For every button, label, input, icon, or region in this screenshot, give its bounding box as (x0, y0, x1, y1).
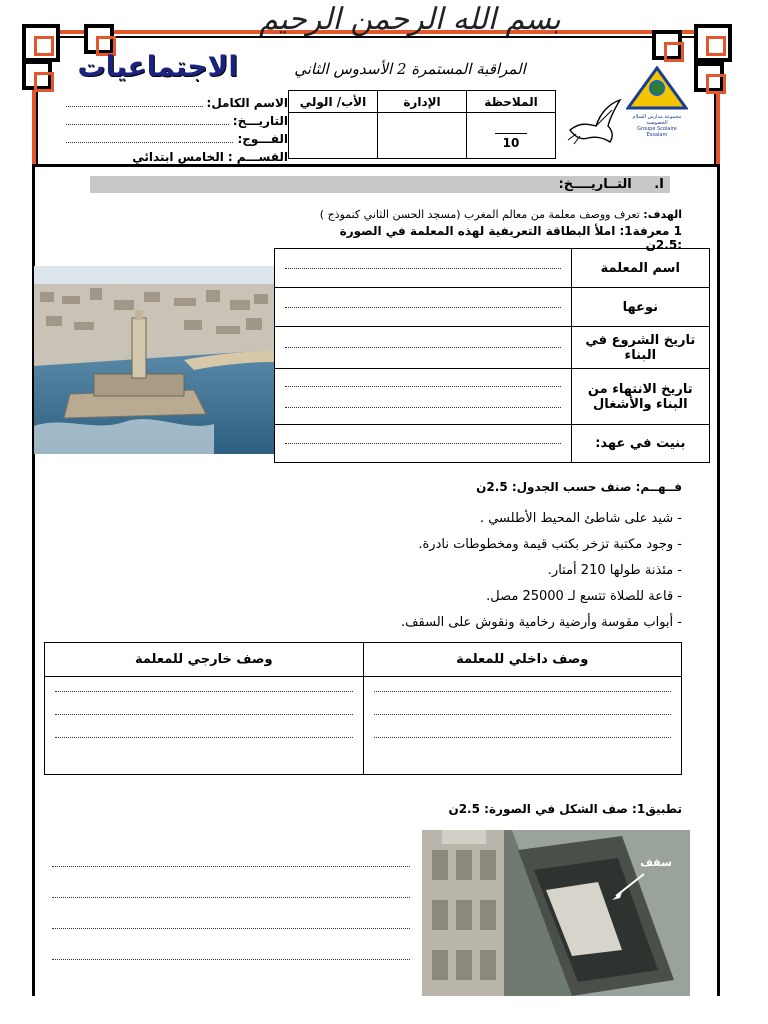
card-row (275, 327, 710, 369)
col-external-header: وصف خارجي للمعلمة (45, 643, 364, 677)
q2-item: - مئذنة طولها 210 أمتار. (547, 563, 682, 578)
group-field[interactable] (66, 130, 288, 148)
section-label: القســـم : (227, 150, 288, 164)
dove-icon (566, 96, 624, 148)
roof-photo-image (422, 830, 690, 996)
page-border-right (717, 166, 720, 996)
q2-title: فــهــم: صنف حسب الجدول: 2.5ن (476, 480, 682, 494)
card-answer-cell[interactable] (275, 249, 572, 288)
roof-label: سقف (640, 856, 672, 869)
answer-line[interactable] (285, 386, 561, 387)
card-row (275, 249, 710, 288)
corner-ornament (652, 30, 682, 60)
section-value: الخامس ابتدائي (132, 150, 224, 164)
answer-line[interactable] (52, 897, 410, 898)
goal-line (300, 208, 682, 221)
card-label-type: نوعها (571, 288, 709, 327)
answer-line[interactable] (374, 714, 672, 715)
card-row (275, 288, 710, 327)
answer-line[interactable] (52, 959, 410, 960)
date-label: التاريـــخ: (232, 114, 288, 128)
mosque-photo (34, 266, 274, 454)
group-label: الفـــوج: (237, 132, 288, 146)
school-logo (626, 66, 688, 138)
internal-answer-cell[interactable] (363, 677, 682, 775)
roof-photo (422, 830, 690, 996)
card-answer-cell[interactable] (275, 369, 572, 425)
student-info (66, 94, 288, 166)
card-row (275, 425, 710, 463)
corner-ornament (694, 62, 724, 92)
name-field[interactable] (66, 94, 288, 112)
score-header-parent: الأب/ الولي (289, 91, 378, 113)
answer-line[interactable] (374, 691, 672, 692)
card-label-end-date: تاريخ الانتهاء من البناء والأشغال (571, 369, 709, 425)
section-number: I. (654, 177, 664, 192)
q1-title: 1 معرفة1: املأ البطاقة التعريفية لهذه المعلمة في الصورة :2.5ن (339, 224, 682, 252)
school-logo-icon (626, 66, 688, 110)
parent-signature-cell[interactable] (289, 113, 378, 159)
date-blank[interactable] (66, 112, 229, 125)
subject-title: الاجتماعيات (77, 50, 238, 83)
card-label-era: بنيت في عهد: (571, 425, 709, 463)
answer-line[interactable] (285, 307, 561, 308)
answer-line[interactable] (285, 347, 561, 348)
answer-line[interactable] (285, 407, 561, 408)
classification-table (44, 642, 682, 775)
answer-line[interactable] (52, 866, 410, 867)
q3-answer-area[interactable] (52, 866, 410, 960)
corner-ornament-top-left (22, 24, 60, 62)
card-label-start-date: تاريخ الشروع في البناء (571, 327, 709, 369)
q3-title: تطبيق1: صف الشكل في الصورة: 2.5ن (448, 802, 682, 816)
col-internal-header: وصف داخلي للمعلمة (363, 643, 682, 677)
answer-line[interactable] (55, 691, 353, 692)
q2-item-list (300, 506, 682, 636)
score-header-admin: الإدارة (378, 91, 467, 113)
logo-text: مجموعة مدارس السلام الخصوصية (632, 114, 682, 126)
name-label: الاسم الكامل: (206, 96, 288, 110)
name-blank[interactable] (66, 94, 203, 107)
date-field[interactable] (66, 112, 288, 130)
logo-latin-text: Groupe Scolaire Essalam (637, 126, 677, 138)
admin-signature-cell[interactable] (378, 113, 467, 159)
goal-label: الهدف: (643, 208, 682, 221)
q2-item: - وجود مكتبة تزخر بكتب قيمة ومخطوطات نادرة. (418, 537, 682, 552)
group-blank[interactable] (66, 130, 233, 143)
section-banner (90, 176, 670, 193)
answer-line[interactable] (55, 714, 353, 715)
q2-item: - شيد على شاطئ المحيط الأطلسي . (479, 511, 682, 526)
exam-title: المراقبة المستمرة 2 الأسدوس الثاني (294, 60, 526, 78)
card-row (275, 369, 710, 425)
score-cell[interactable] (467, 113, 556, 159)
answer-line[interactable] (285, 443, 561, 444)
corner-ornament-top-right (694, 24, 732, 62)
identity-card-table (274, 248, 710, 463)
goal-text: تعرف ووصف معلمة من معالم المغرب (مسجد الحسن الثاني كنموذج ) (319, 208, 640, 221)
section-title: التــاريــــخ: (558, 177, 632, 192)
external-answer-cell[interactable] (45, 677, 364, 775)
corner-ornament (22, 60, 52, 90)
score-denominator: 10 (495, 133, 527, 150)
card-answer-cell[interactable] (275, 327, 572, 369)
score-header-note: الملاحظة (467, 91, 556, 113)
q2-item: - قاعة للصلاة تتسع لـ 25000 مصل. (486, 589, 682, 604)
score-table (288, 90, 556, 159)
basmala-calligraphy: بسم الله الرحمن الرحيم (259, 2, 561, 37)
q2-item: - أبواب مقوسة وأرضية رخامية ونقوش على السقف. (400, 615, 682, 630)
answer-line[interactable] (285, 268, 561, 269)
answer-line[interactable] (374, 737, 672, 738)
card-answer-cell[interactable] (275, 425, 572, 463)
answer-line[interactable] (55, 737, 353, 738)
card-answer-cell[interactable] (275, 288, 572, 327)
answer-line[interactable] (52, 928, 410, 929)
card-label-name: اسم المعلمة (571, 249, 709, 288)
section-field (66, 148, 288, 166)
